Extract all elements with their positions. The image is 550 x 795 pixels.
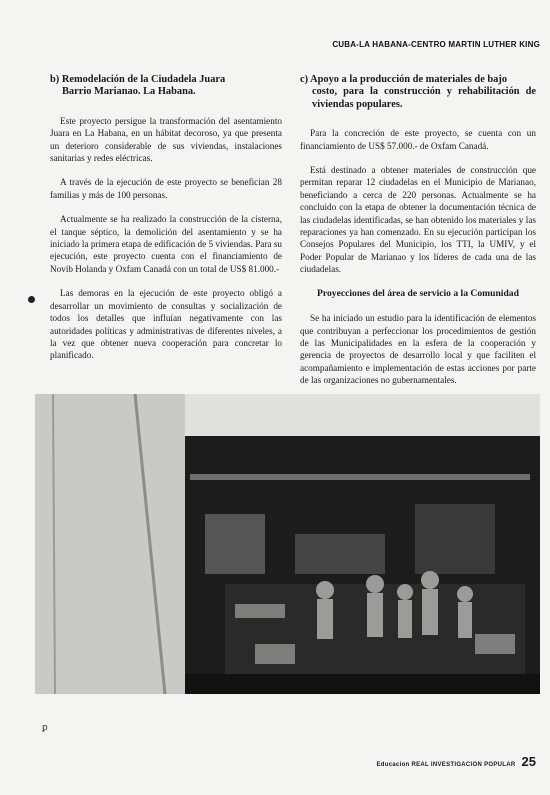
left-paragraph-1: Este proyecto persigue la transformación del asentamiento Juara en La Habana, en un hábitat decoroso, ya que presenta un deterioro considerable de sus viviendas, instalaciones sanitarias y redes eléctricas. [50, 115, 282, 164]
left-paragraph-4: Las demoras en la ejecución de este proyecto obligó a desarrollar un movimiento de consultas y socialización de todos los detalles que influían negativamente con las autoridades políticas y administrativas de diferentes niveles, a la vez que obtener nueva cooperación para concretar lo planificado. [50, 288, 282, 361]
right-heading-line1: c) Apoyo a la producción de materiales de bajo [300, 74, 508, 85]
left-heading [50, 74, 282, 99]
left-heading-line2: Barrio Marianao. La Habana. [62, 86, 196, 98]
right-paragraph-1: Para la concreción de este proyecto, se cuenta con un financiamiento de US$ 57.000.- de Oxfam Canadá. [300, 128, 536, 151]
stray-mark: ꝑ [42, 722, 48, 732]
left-paragraph-3: Actualmente se ha realizado la construcción de la cisterna, el tanque séptico, la demolición del asentamiento y se ha iniciado la primera etapa de edificación de 5 viviendas. Para su ejecución, este proyecto cuenta con el financiamiento de Novib Holanda y Oxfam Canadá con un total de US$ 81.000.- [50, 214, 282, 274]
page-footer [376, 754, 536, 769]
page-number: 25 [521, 754, 536, 769]
left-paragraph-2: A través de la ejecución de este proyecto se benefician 28 familias y más de 100 personas. [50, 177, 282, 200]
right-paragraph-2: Está destinado a obtener materiales de construcción que permitan reparar 12 ciudadelas en el Municipio de Marianao, beneficiando a cerca de 220 personas. Actualmente se ha concluido con la etapa de obtener la documentación técnica de las ciudadelas identificadas, se han obtenido los materiales y las reparaciones ya han comenzado. En su ejecución participan los Consejos Populares del Municipio, los TTI, la UMIV, y el Poder Popular de Marianao y los líderes de cada una de las ciudadelas. [300, 165, 536, 275]
left-heading-line1: b) Remodelación de la Ciudadela Juara [50, 74, 226, 85]
right-column [300, 74, 536, 399]
right-subheading: Proyecciones del área de servicio a la Comunidad [317, 287, 519, 299]
right-heading [300, 74, 536, 111]
construction-site-photo [35, 394, 540, 694]
photo-illustration [35, 394, 540, 694]
footer-label: Educacion REAL INVESTIGACION POPULAR [376, 762, 516, 768]
bullet-mark [28, 296, 35, 303]
right-heading-line2: costo, para la construcción y rehabilitación de viviendas populares. [312, 86, 536, 110]
right-paragraph-3: Se ha iniciado un estudio para la identificación de elementos que contribuyan a perfeccionar los procedimientos de gestión de las Municipalidades en la esfera de la cooperación y gerencia de proyectos de desarrollo local y que faciliten el acompañamiento e implementación de estas acciones por parte de las organizaciones no gubernamentales. [300, 313, 536, 386]
left-column [50, 74, 282, 374]
running-header: CUBA-LA HABANA-CENTRO MARTIN LUTHER KING [332, 40, 540, 49]
